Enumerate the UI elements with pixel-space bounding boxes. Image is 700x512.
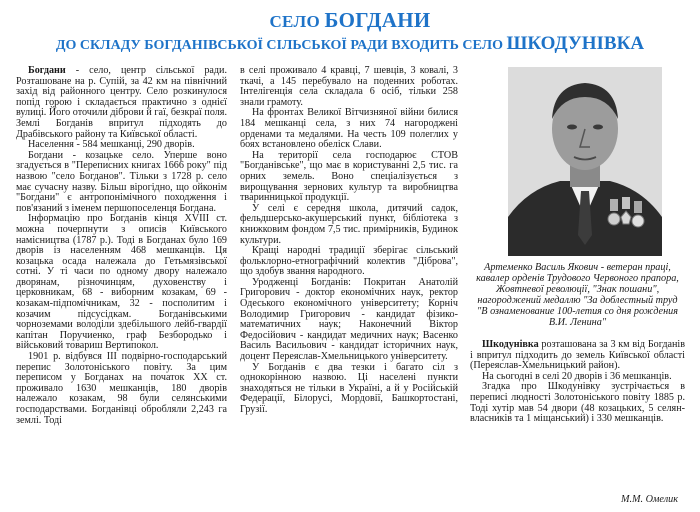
paragraph: Інформацію про Богданів кінця XVIII ст. можна почерпнути з описів Київського намісництва (1787 р.). Тоді в Богданах було 169 дворів із населенням 468 мешканців. Ця козацька осада належала до Гетьмязівської сотні. У ті часи по одному двору належало дворянам, різночинцям, духовенству і церковникам, 68 - виборним козакам, 69 - козакам-підпомічникам, 32 - посполитим і козачим підсусідкам. Богданівськими чорноземами володіли здебільшого лейб-гвардії капітан Поручиенко, граф Безбородько і військовий товариш Вертипокол. [16,213,227,352]
text-column-2 [240,66,458,416]
village-name-bold: Богдани [28,65,66,76]
caption-line: В.И. Ленина" [548,317,607,328]
paragraph: У Богданів є два тезки і багато сіл з однокорінною назвою. Ці населені пункти знаходяться не тільки в Україні, а й у Російській Федерації, Білорусі, Мордовії, Башкортостані, Грузії. [240,361,458,415]
paragraph: Населення - 584 мешканці, 290 дворів. [28,139,195,151]
paragraph: Кращі народні традиції зберігає сільський фольклорно-етнографічний колектив "Діброва", що здобув звання народного. [240,245,458,278]
paragraph: У селі є середня школа, дитячий садок, фельдшерсько-акушерський пункт, бібліотека з книжковим фондом 7,5 тис. примірників, Будинок культури. [240,202,458,246]
article-subtitle [0,33,700,55]
paragraph: 1901 р. відбувся ІІІ подвірно-господарський перепис Золотоніського повіту. За цим переписом у Богданах на початок XX ст. проживало 1630 мешканців, 180 дворів належало козакам, 98 були селянськими господарствами. Богданівці обробляли 2,243 га землі. Тоді [16,351,227,426]
paragraph: в селі проживало 4 кравці, 7 шевців, 3 ковалі, 3 ткачі, а 145 перебувало на поденних роботах. Інтелігенція села складала 6 осіб, тільки 258 знали грамоту. [240,65,458,108]
paragraph: На фронтах Великої Вітчизняної війни билися 184 мешканці села, з них 74 нагороджені орденами та медалями. На честь 109 полеглих у боях встановлено обеліск Слави. [240,107,458,151]
paragraph: Уродженці Богданів: Покритан Анатолій Григорович - доктор економічних наук, ректор Одеського економічного університету; Корніч Володимир Григорович - кандидат фізико-математичних наук; Наконечний Віктор Федосійович - кандидат медичних наук; Васенко Василь Васильович - кандидат історичних наук, доцент Переяслав-Хмельницького університету. [240,276,458,363]
caption-line: "В ознаменование 100-летия со дня рождения [477,306,678,317]
title-village-name: БОГДАНИ [324,8,431,32]
text-column-3 [470,340,685,425]
subtitle-prefix: ДО СКЛАДУ БОГДАНІВСЬКОЇ СІЛЬСЬКОЇ РАДИ ВХОДИТЬ СЕЛО [55,38,504,53]
caption-line: нагороджений медаллю "За доблестный труд [477,295,678,306]
portrait-illustration [508,67,662,256]
paragraph-text: - село, центр сільської ради. Розташоване на р. Супій, за 42 км на північний захід від районного центру. Село розкинулося попід горою і складається практично з однієї вулиці. Його оточили діброви й гаї, безкраї поля. Землі Богданів впритул підходять до Драбівського району та Київської області. [16,65,227,140]
caption-line: Жовтневої революції, "Знак пошани", [495,284,660,295]
photo-caption [470,262,685,328]
caption-line: Артеменко Василь Якович - ветеран праці, [484,262,671,273]
paragraph [16,66,227,140]
caption-line: кавалер орденів Трудового Червоного прапора, [476,273,679,284]
author-signature: М.М. Омелик [620,494,678,505]
paragraph: Згадка про Шкодунівку зустрічається в переписі людності Золотоніського повіту 1885 р. Тоді хутір мав 54 двори (48 козацьких, 5 селян-власників та 1 міщанський) і 330 мешканців. [470,381,685,425]
paragraph: Богдани - козацьке село. Уперше воно згадується в "Переписних книгах 1666 року" під назвою "село Богданов". Тільки з 1728 р. село має сучасну назву. Більш вірогідно, що ойконім "Богдани" є антропонімічного походження і пов'язаний з іменем першопоселенця Богдана. [16,149,227,214]
paragraph [470,340,685,372]
paragraph: На сьогодні в селі 20 дворів і 36 мешканців. [482,370,672,382]
paragraph-text: розташована за 3 км від Богданів і впритул підходить до земель Київської області (Переяслав-Хмельницький район). [470,339,685,372]
portrait-photo [508,67,662,256]
title-prefix: СЕЛО [269,12,320,31]
text-column-1 [16,66,227,426]
paragraph: На території села господарює СТОВ "Богданівське", що має в користуванні 2,5 тис. га орних земель. Воно спеціалізується з вирощування зернових культур та виробництва тваринницької продукції. [240,149,458,204]
village-name-bold: Шкодунівка [482,339,539,350]
article-title [0,8,700,33]
subtitle-village-name: ШКОДУНІВКА [506,33,645,54]
